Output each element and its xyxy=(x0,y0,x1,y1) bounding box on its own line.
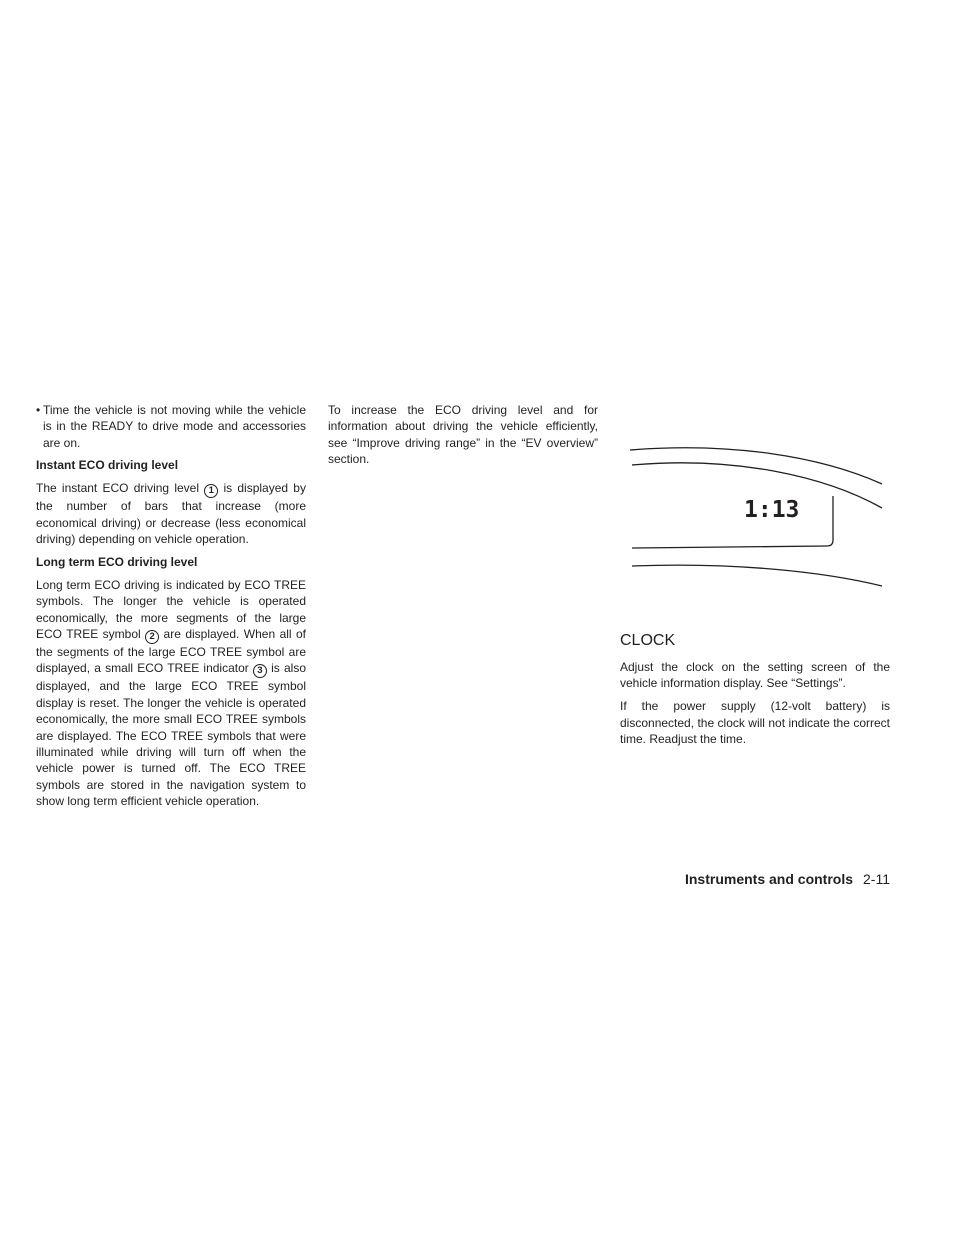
bullet-text: Time the vehicle is not moving while the vehicle is in the READY to drive mode and accessories are on. xyxy=(43,403,306,450)
eco-info-paragraph: To increase the ECO driving level and for information about driving the vehicle efficiently, see “Improve driving range” in the “EV overview” section. xyxy=(328,403,598,467)
footer-section-title: Instruments and controls xyxy=(684,871,854,887)
callout-2-icon: 2 xyxy=(145,630,159,644)
instant-eco-heading: Instant ECO driving level xyxy=(36,458,179,473)
longterm-text-b: are displayed. When all of the segments of the large ECO TREE symbol are displayed, a small ECO TREE indicator xyxy=(36,626,307,676)
instant-eco-paragraph xyxy=(36,480,306,547)
clock-paragraph-1: Adjust the clock on the setting screen of the vehicle information display. See “Settings”. xyxy=(620,660,890,691)
page-number: 2-11 xyxy=(863,871,890,887)
longterm-text-a: Long term ECO driving is indicated by ECO TREE symbols. The longer the vehicle is operated economically, the more segments of the large ECO TREE symbol xyxy=(36,577,306,641)
left-column xyxy=(36,402,306,816)
right-column xyxy=(620,630,890,754)
longterm-text-c: is also displayed, and the large ECO TREE symbol display is reset. The longer the vehicle is operated economically, the more small ECO TREE symbols are displayed. The ECO TREE symbols that were illuminated while driving will turn off when the vehicle power is turned off. The ECO TREE symbols are stored in the navigation system to show long term efficient vehicle operation. xyxy=(36,661,306,809)
callout-1-icon: 1 xyxy=(204,484,218,498)
dash-curve-bottom xyxy=(632,565,882,586)
callout-3-icon: 3 xyxy=(253,664,267,678)
page-footer xyxy=(685,871,890,887)
longterm-eco-heading: Long term ECO driving level xyxy=(36,554,198,569)
clock-paragraph-2: If the power supply (12-volt battery) is disconnected, the clock will not indicate the correct time. Readjust the time. xyxy=(620,699,890,747)
dash-curve-top xyxy=(630,448,882,484)
clock-heading: CLOCK xyxy=(620,632,676,649)
clock-display-figure xyxy=(620,438,890,593)
instant-text-b: is displayed by the number of bars that increase (more economical driving) or decrease (less economical driving) depending on vehicle operation. xyxy=(36,481,306,546)
bullet-marker: • xyxy=(36,403,41,417)
middle-column xyxy=(328,402,598,474)
longterm-eco-paragraph xyxy=(36,577,306,810)
instant-text-a: The instant ECO driving level xyxy=(36,481,199,496)
bullet-item xyxy=(36,402,306,451)
display-frame xyxy=(632,496,833,548)
clock-readout: 1:13 xyxy=(744,497,800,523)
